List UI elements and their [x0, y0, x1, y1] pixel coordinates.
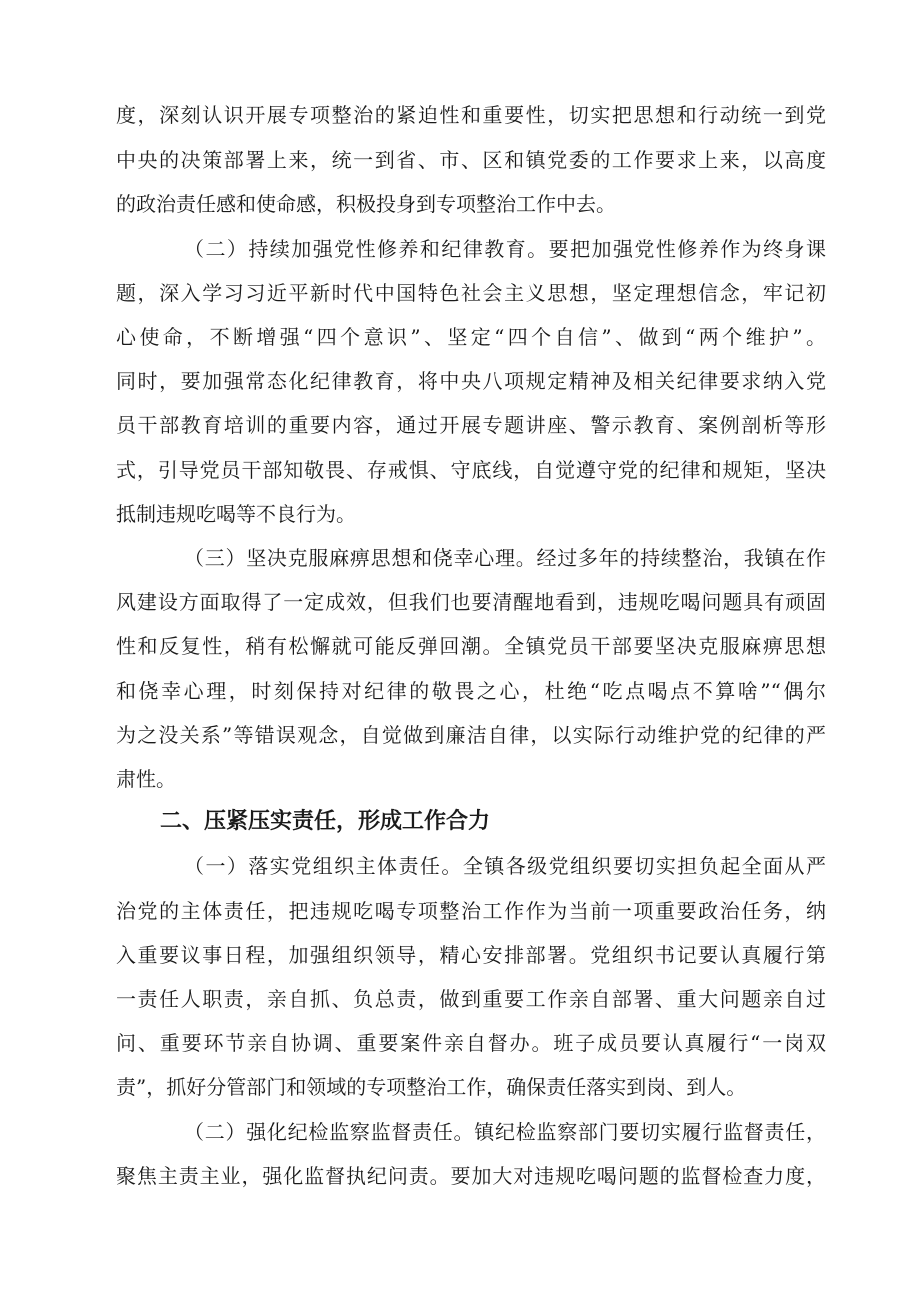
paragraph-line: 责”，抓好分管部门和领域的专项整治工作，确保责任落实到岗、到人。 — [116, 1075, 747, 1099]
paragraph-line: 治党的主体责任，把违规吃喝专项整治工作作为当前一项重要政治任务，纳 — [116, 899, 826, 923]
paragraph-line: （一）落实党组织主体责任。全镇各级党组织要切实担负起全面从严 — [184, 854, 826, 878]
paragraph-line: 员干部教育培训的重要内容，通过开展专题讲座、警示教育、案例剖析等形 — [116, 413, 826, 437]
paragraph-line: 性和反复性，稍有松懈就可能反弹回潮。全镇党员干部要坚决克服麻痹思想 — [116, 634, 826, 658]
paragraph-line: 同时，要加强常态化纪律教育，将中央八项规定精神及相关纪律要求纳入党 — [116, 369, 826, 393]
paragraph-line: 和侥幸心理，时刻保持对纪律的敬畏之心，杜绝“吃点喝点不算啥”“偶尔 — [116, 679, 826, 703]
paragraph-line: 抵制违规吃喝等不良行为。 — [116, 502, 356, 526]
section-heading: 二、压紧压实责任，形成工作合力 — [160, 809, 491, 834]
paragraph-line: 中央的决策部署上来，统一到省、市、区和镇党委的工作要求上来，以高度 — [116, 148, 826, 172]
paragraph-line: 一责任人职责，亲自抓、负总责，做到重要工作亲自部署、重大问题亲自过 — [116, 987, 826, 1011]
paragraph-line: 题，深入学习习近平新时代中国特色社会主义思想，坚定理想信念，牢记初 — [116, 281, 826, 305]
paragraph-line: 度，深刻认识开展专项整治的紧迫性和重要性，切实把思想和行动统一到党 — [116, 103, 826, 127]
paragraph-line: 问、重要环节亲自协调、重要案件亲自督办。班子成员要认真履行“一岗双 — [116, 1031, 826, 1055]
paragraph-line: 风建设方面取得了一定成效，但我们也要清醒地看到，违规吃喝问题具有顽固 — [116, 590, 826, 614]
paragraph-line: （三）坚决克服麻痹思想和侥幸心理。经过多年的持续整治，我镇在作 — [184, 546, 826, 570]
paragraph-line: 入重要议事日程，加强组织领导，精心安排部署。党组织书记要认真履行第 — [116, 943, 826, 967]
paragraph-line: （二）持续加强党性修养和纪律教育。要把加强党性修养作为终身课 — [184, 237, 826, 261]
paragraph-line: 式，引导党员干部知敬畏、存戒惧、守底线，自觉遵守党的纪律和规矩，坚决 — [116, 458, 826, 482]
paragraph-line: 的政治责任感和使命感，积极投身到专项整治工作中去。 — [116, 192, 616, 216]
paragraph-line: 聚焦主责主业，强化监督执纪问责。要加大对违规吃喝问题的监督检查力度， — [116, 1164, 826, 1188]
paragraph-line: （二）强化纪检监察监督责任。镇纪检监察部门要切实履行监督责任， — [184, 1120, 826, 1144]
paragraph-line: 肃性。 — [116, 767, 176, 791]
paragraph-line: 心使命，不断增强“四个意识”、坚定“四个自信”、做到“两个维护”。 — [116, 325, 826, 349]
paragraph-line: 为之没关系”等错误观念，自觉做到廉洁自律，以实际行动维护党的纪律的严 — [116, 723, 826, 747]
